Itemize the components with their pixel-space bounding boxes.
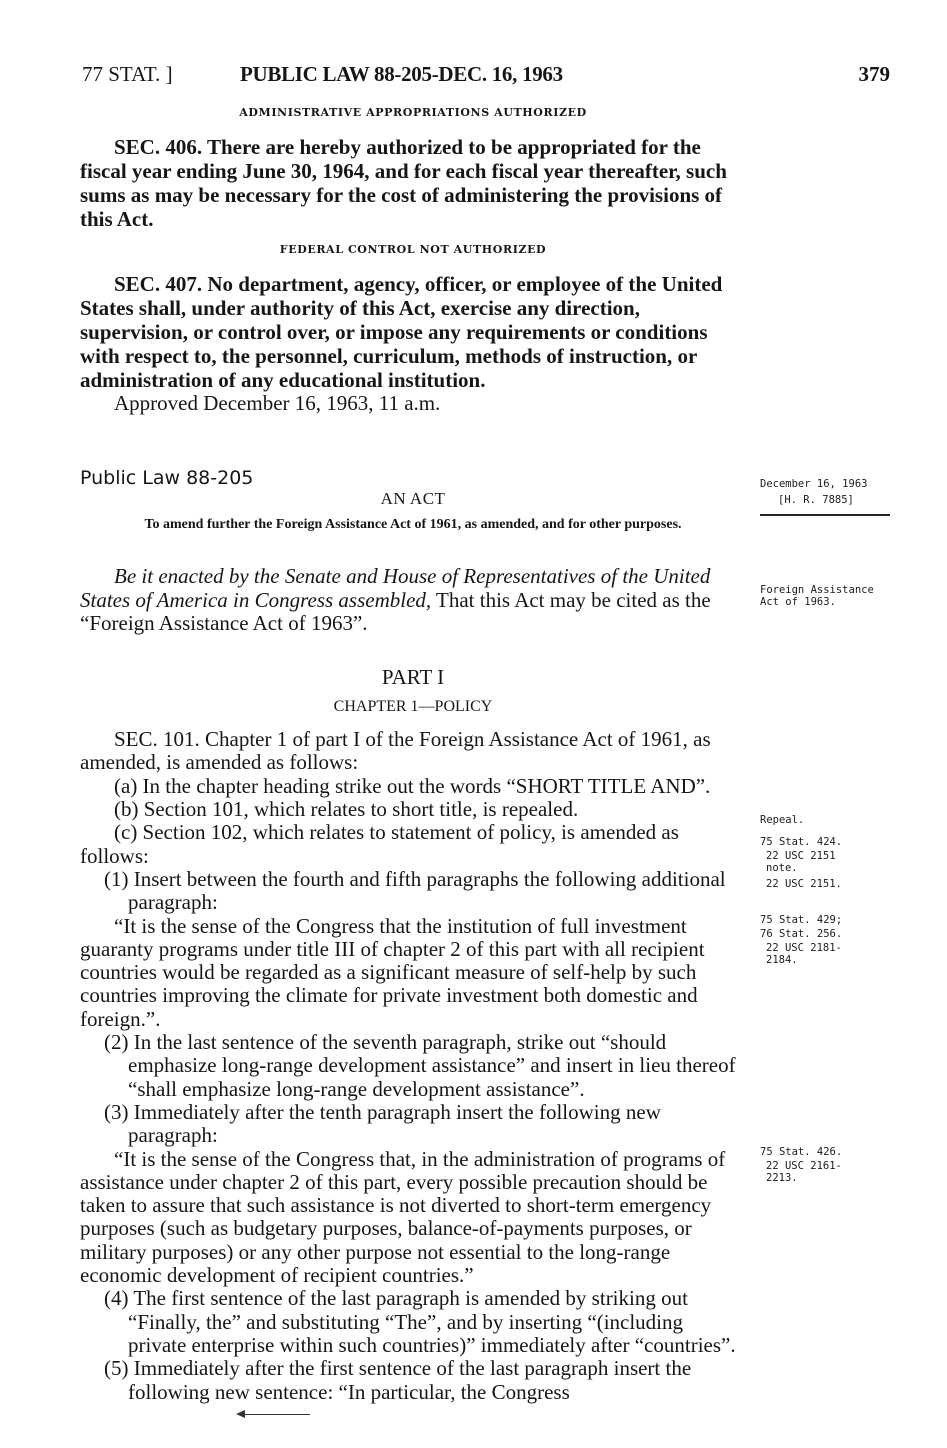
sec406-heading: ADMINISTRATIVE APPROPRIATIONS AUTHORIZED xyxy=(239,106,587,119)
header-title: PUBLIC LAW 88-205-DEC. 16, 1963 xyxy=(240,62,563,86)
sidenote-stat256: 76 Stat. 256. xyxy=(760,928,843,940)
sidenote-stat429: 75 Stat. 429; xyxy=(760,914,843,926)
an-act-heading: AN ACT xyxy=(380,489,446,509)
sidenote-usc2181: 22 USC 2181-2184. xyxy=(766,942,842,966)
sec101-c4: (4) The first sentence of the last paragraph is amended by striking out “Finally, the” and substituting “The”, and by inserting “(including private enterprise within such countries)” immediately after “countries”. xyxy=(104,1286,736,1357)
public-law-name: Public Law 88-205 xyxy=(80,467,254,490)
sec101-b: (b) Section 101, which relates to short title, is repealed. xyxy=(114,797,579,822)
sec101-a: (a) In the chapter heading strike out the words “SHORT TITLE AND”. xyxy=(114,773,711,798)
enacting-italic: Be it enacted by the Senate and House of Representatives of the United States of America in Congress assembled, xyxy=(80,564,711,612)
sidenote-date: December 16, 1963 xyxy=(760,478,868,490)
sec101-intro: SEC. 101. Chapter 1 of part I of the Foreign Assistance Act of 1961, as amended, is amended as follows: xyxy=(80,727,711,775)
part-heading: PART I xyxy=(381,665,445,690)
sidenote-repeal: Repeal. xyxy=(760,814,805,826)
running-header xyxy=(82,62,890,86)
chapter-heading: CHAPTER 1—POLICY xyxy=(333,698,493,716)
act-purpose: To amend further the Foreign Assistance Act of 1961, as amended, and for other purposes. xyxy=(144,517,682,533)
sec101-c2: (2) In the last sentence of the seventh paragraph, strike out “should emphasize long-range development assistance” and insert in lieu thereof “shall emphasize long-range development assistance”. xyxy=(104,1030,736,1101)
sec407-heading: FEDERAL CONTROL NOT AUTHORIZED xyxy=(279,243,547,256)
sidenote-usc2151note: 22 USC 2151 note. xyxy=(766,850,836,874)
sidenote-usc2151: 22 USC 2151. xyxy=(766,878,842,890)
enacting-rest: That this Act may be cited as the “Foreign Assistance Act of 1963”. xyxy=(80,587,711,635)
sec101-c3: (3) Immediately after the tenth paragraph insert the following new paragraph: xyxy=(104,1099,661,1148)
sidenote-usc2161: 22 USC 2161-2213. xyxy=(766,1160,842,1184)
enacting-clause xyxy=(80,565,746,635)
main-text xyxy=(80,106,746,1404)
sec101-c: (c) Section 102, which relates to statement of policy, is amended as follows: xyxy=(80,820,679,868)
left-arrow-mark xyxy=(238,1414,310,1415)
quote-paragraph-1: “It is the sense of the Congress that the institution of full investment guaranty programs under title III of chapter 2 of this part with all recipient countries would be regarded as a significant measure of self-help by such countries improving the climate for private investment both domestic and foreign.”. xyxy=(80,913,705,1031)
sidenote-short-title: Foreign Assistance Act of 1963. xyxy=(760,584,874,608)
statute-reference: 77 STAT. ] xyxy=(82,62,173,86)
sidenote-stat424: 75 Stat. 424. xyxy=(760,836,843,848)
quote-paragraph-2: “It is the sense of the Congress that, in the administration of programs of assistance under chapter 2 of this part, every possible precaution should be taken to assure that such assistance is not diverted to short-term emergency purposes (such as budgetary purposes, balance-of-payments purposes, or military purposes) or any other purpose not essential to the long-range economic development of recipient countries.” xyxy=(80,1146,726,1288)
page-number: 379 xyxy=(858,62,890,86)
sidenote-bill: [H. R. 7885] xyxy=(778,494,854,506)
sec406-text: SEC. 406. There are hereby authorized to be appropriated for the fiscal year ending June 30, 1964, and for each fiscal year thereafter, such sums as may be necessary for the cost of administering the provisions of this Act. xyxy=(80,135,727,231)
approved-line: Approved December 16, 1963, 11 a.m. xyxy=(114,391,441,415)
sec101-c1: (1) Insert between the fourth and fifth paragraphs the following additional paragraph: xyxy=(104,866,726,915)
sec101-c5: (5) Immediately after the first sentence of the last paragraph insert the following new sentence: “In particular, the Congress xyxy=(104,1356,692,1404)
sec407-text: SEC. 407. No department, agency, officer, or employee of the United States shall, under authority of this Act, exercise any direction, supervision, or control over, or impose any requirements or conditions with respect to, the personnel, curriculum, methods of instruction, or administration of any educational institution. xyxy=(80,272,723,392)
sidenote-rule xyxy=(760,514,890,516)
sidenote-stat426: 75 Stat. 426. xyxy=(760,1146,843,1158)
